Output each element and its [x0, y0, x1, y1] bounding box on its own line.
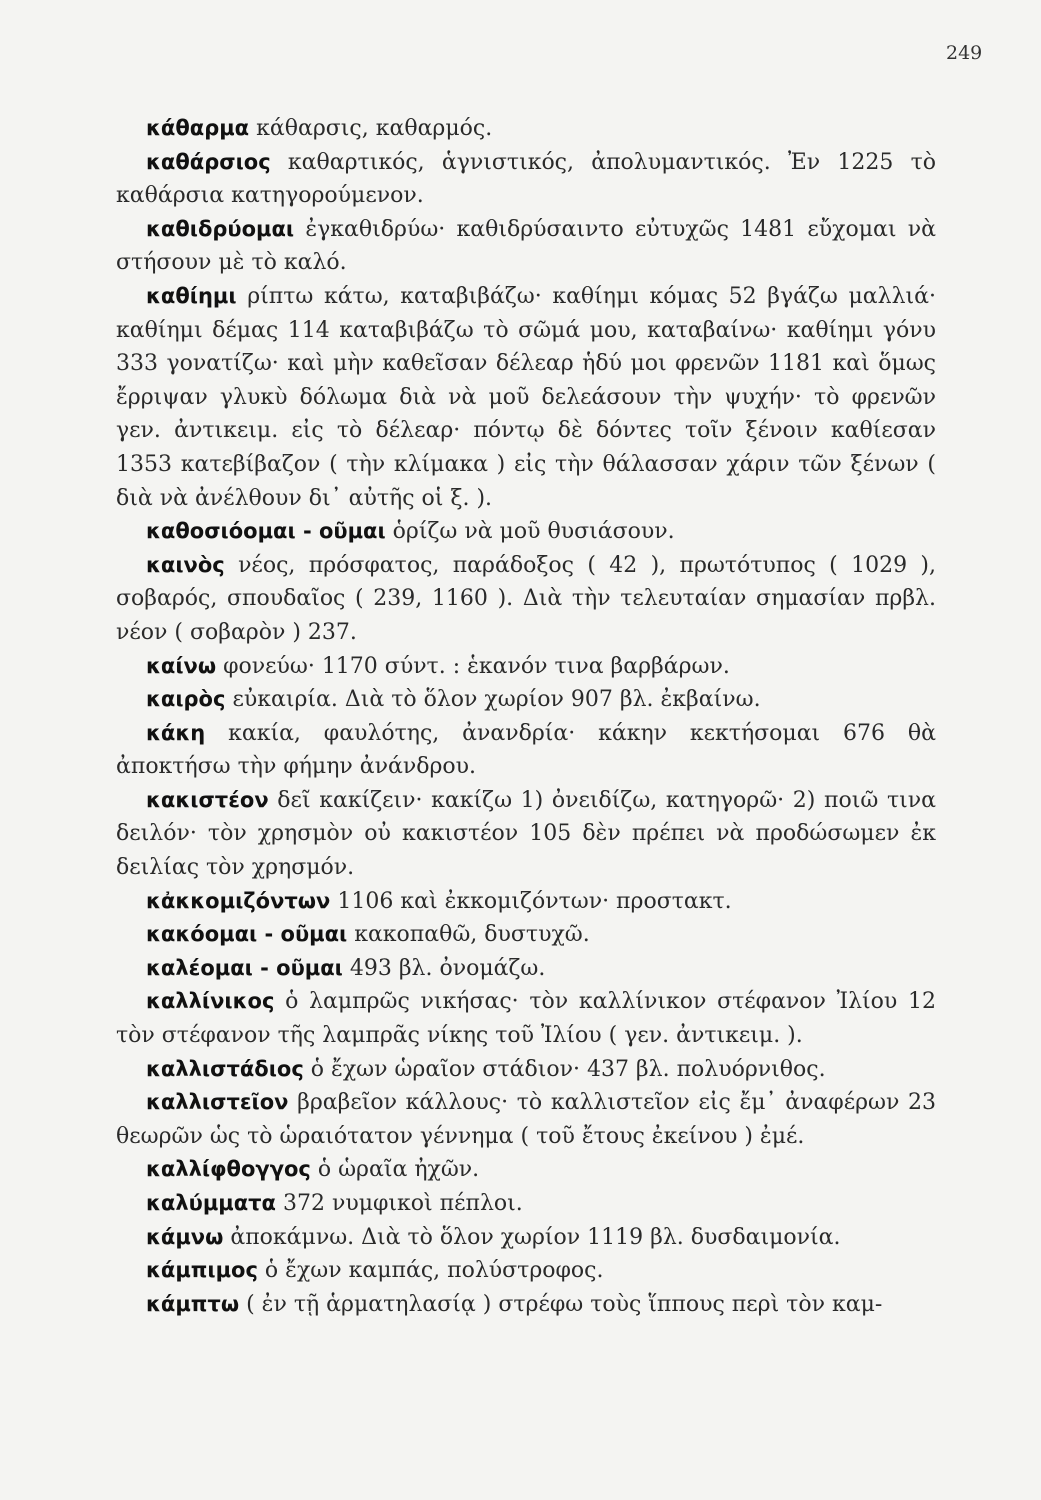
- definition: φονεύω· 1170 σύντ. : ἑκανόν τινα βαρβάρων.: [223, 653, 730, 679]
- entry: [116, 1053, 936, 1087]
- headword: καλλιστάδιος: [146, 1056, 304, 1081]
- entry: [116, 146, 936, 213]
- headword: κάμπιμος: [146, 1258, 258, 1283]
- headword: κάθαρμα: [146, 116, 250, 140]
- entry: [116, 650, 936, 684]
- headword: καθίημι: [146, 283, 237, 308]
- entry: [116, 1221, 936, 1255]
- headword: καλύμματα: [146, 1191, 276, 1215]
- entry: [116, 985, 936, 1052]
- entry: [116, 112, 936, 146]
- entry: [116, 784, 936, 885]
- headword: καθιδρύομαι: [146, 216, 295, 241]
- definition: ὁ ὡραῖα ἠχῶν.: [317, 1157, 480, 1183]
- headword: καθοσιόομαι - οῦμαι: [146, 519, 386, 544]
- headword: κάμπτω: [146, 1291, 240, 1316]
- definition: καθαρτικός, ἁγνιστικός, ἀπολυμαντικός. Ἐν 1225 τὸ καθάρσια κατηγορούμενον.: [116, 149, 936, 209]
- definition: κακία, φαυλότης, ἀνανδρία· κάκην κεκτήσομαι 676 θὰ ἀποκτήσω τὴν φήμην ἀνάνδρου.: [116, 720, 936, 780]
- definition: κακοπαθῶ, δυστυχῶ.: [354, 922, 590, 948]
- entry: [116, 683, 936, 717]
- headword: κἀκκομιζόντων: [146, 888, 331, 913]
- entry: [116, 1086, 936, 1153]
- definition: ὁ λαμπρῶς νικήσας· τὸν καλλίνικον στέφανον Ἰλίου 12 τὸν στέφανον τῆς λαμπρᾶς νίκης τοῦ Ἰλίου ( γεν. ἀντικειμ. ).: [116, 989, 936, 1049]
- definition: ἀποκάμνω. Διὰ τὸ ὅλον χωρίον 1119 βλ. δυσδαιμονία.: [230, 1224, 841, 1250]
- definition: ὁ ἔχων καμπάς, πολύστροφος.: [264, 1258, 604, 1284]
- definition: ρίπτω κάτω, καταβιβάζω· καθίημι κόμας 52 βγάζω μαλλιά· καθίημι δέμας 114 καταβιβάζω τὸ σῶμά μου, καταβαίνω· καθίημι γόνυ 333 γονατίζω· καὶ μὴν καθεῖσαν δέλεαρ ἡδύ μοι φρενῶν 1181 καὶ ὅμως ἔρριψαν γλυκὺ δόλωμα διὰ νὰ μοῦ δελεάσουν τὴν ψυχήν· τὸ φρενῶν γεν. ἀντικειμ. εἰς τὸ δέλεαρ· πόντῳ δὲ δόντες τοῖν ξένοιν καθίεσαν 1353 κατεβίβαζον ( τὴν κλίμακα ) εἰς τὴν θάλασσαν χάριν τῶν ξένων ( διὰ νὰ ἀνέλθουν δι᾽ αὐτῆς οἱ ξ. ).: [116, 283, 936, 511]
- definition: 372 νυμφικοὶ πέπλοι.: [282, 1191, 523, 1216]
- headword: καίνω: [146, 653, 217, 678]
- entry: [116, 918, 936, 952]
- headword: καινὸς: [146, 552, 225, 577]
- headword: κακόομαι - οῦμαι: [146, 922, 348, 947]
- headword: καλλιστεῖον: [146, 1090, 289, 1115]
- headword: κάκη: [146, 720, 206, 745]
- entry: [116, 549, 936, 650]
- entry: [116, 1187, 936, 1221]
- dictionary-entries: [116, 112, 936, 1321]
- definition: δεῖ κακίζειν· κακίζω 1) ὀνειδίζω, κατηγορῶ· 2) ποιῶ τινα δειλόν· τὸν χρησμὸν οὐ κακιστέον 105 δὲν πρέπει νὰ προδώσωμεν ἐκ δειλίας τὸν χρησμόν.: [116, 787, 936, 881]
- definition: ἐγκαθιδρύω· καθιδρύσαιντο εὐτυχῶς 1481 εὔχομαι νὰ στήσουν μὲ τὸ καλό.: [116, 216, 936, 276]
- definition: ὁ ἔχων ὡραῖον στάδιον· 437 βλ. πολυόρνιθος.: [310, 1056, 826, 1082]
- headword: καθάρσιος: [146, 149, 271, 174]
- definition: 493 βλ. ὀνομάζω.: [349, 955, 546, 981]
- headword: καλλίνικος: [146, 989, 275, 1014]
- definition: νέος, πρόσφατος, παράδοξος ( 42 ), πρωτότυπος ( 1029 ), σοβαρός, σπουδαῖος ( 239, 1160 ). Διὰ τὴν τελευταίαν σημασίαν πρβλ. νέον ( σοβαρὸν ) 237.: [116, 552, 936, 645]
- definition: ὁρίζω νὰ μοῦ θυσιάσουν.: [392, 519, 675, 545]
- definition: βραβεῖον κάλλους· τὸ καλλιστεῖον εἰς ἔμ᾽ ἀναφέρων 23 θεωρῶν ὡς τὸ ὡραιότατον γέννημα ( τοῦ ἔτους ἐκείνου ) ἐμέ.: [116, 1090, 936, 1149]
- headword: καλέομαι - οῦμαι: [146, 955, 343, 980]
- page-number: 249: [946, 42, 983, 64]
- headword: καιρὸς: [146, 687, 226, 712]
- definition: εὐκαιρία. Διὰ τὸ ὅλον χωρίον 907 βλ. ἐκβαίνω.: [232, 687, 761, 713]
- headword: καλλίφθογγος: [146, 1157, 311, 1182]
- entry: [116, 1288, 936, 1322]
- headword: κάμνω: [146, 1224, 224, 1249]
- entry: [116, 885, 936, 919]
- entry: [116, 717, 936, 784]
- entry: [116, 213, 936, 280]
- entry: [116, 1153, 936, 1187]
- headword: κακιστέον: [146, 787, 269, 812]
- entry: [116, 952, 936, 986]
- entry: [116, 515, 936, 549]
- definition: 1106 καὶ ἐκκομιζόντων· προστακτ.: [337, 888, 732, 914]
- definition: ( ἐν τῇ ἁρματηλασίᾳ ) στρέφω τοὺς ἵππους περὶ τὸν καμ-: [246, 1291, 883, 1317]
- entry: [116, 1254, 936, 1288]
- entry: [116, 280, 936, 515]
- definition: κάθαρσις, καθαρμός.: [256, 116, 493, 141]
